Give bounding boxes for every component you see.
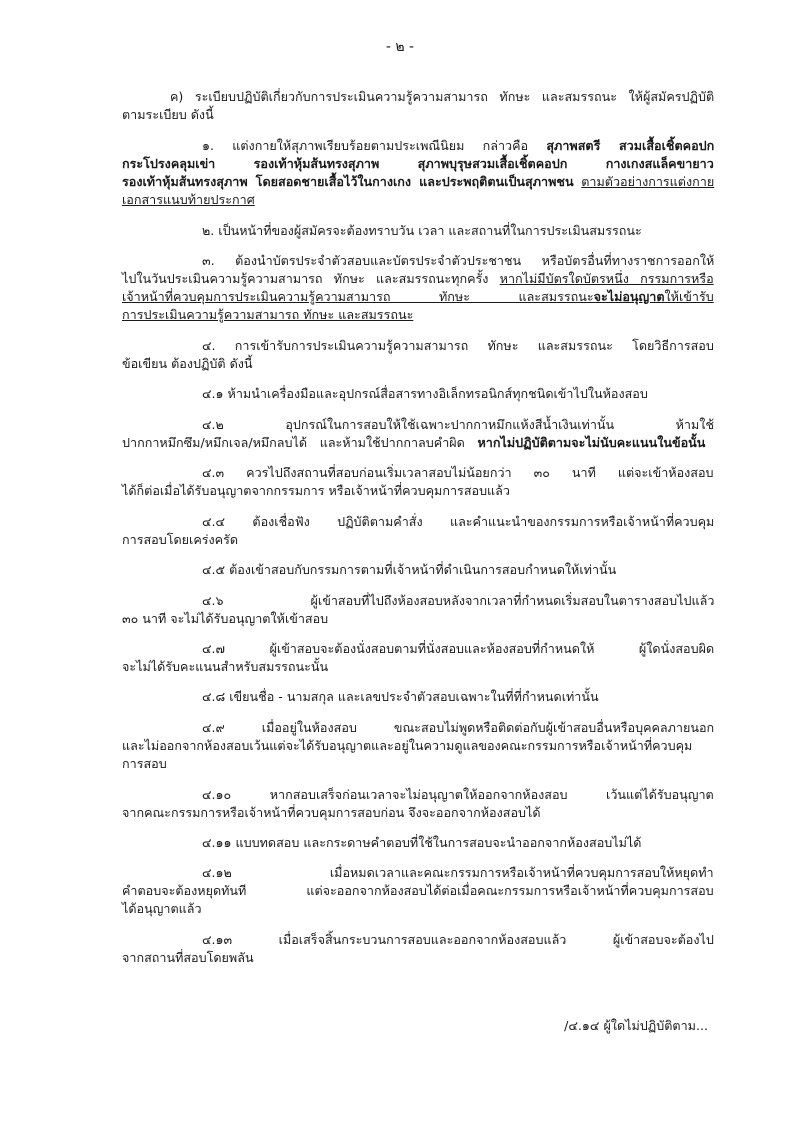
text-line (202, 592, 714, 610)
text-line (122, 355, 253, 373)
text-line (202, 137, 714, 155)
text-segment: ๔.๑๐ หากสอบเสร็จก่อนเวลาจะไม่อนุญาตให้ออกจากห้องสอบ เว้นแต่ได้รับอนุญาต (202, 787, 714, 802)
text-line (202, 464, 714, 482)
text-line (202, 931, 714, 949)
text-segment: เจ้าหน้าที่ควบคุมการประเมินความรู้ความสามารถ ทักษะ และสมรรถนะ (122, 289, 594, 304)
page-number: - ๒ - (385, 39, 415, 55)
text-line (122, 737, 692, 755)
text-line (122, 434, 705, 452)
text-line (202, 416, 714, 434)
text-segment: ปากกาหมึกซึม/หมึกเจล/หมึกลบได้ และห้ามใช้ปากกาลบคำผิด (122, 435, 478, 450)
text-segment: หากไม่ปฏิบัติตามจะไม่นับคะแนนในข้อนั้น (477, 435, 706, 450)
text-segment: หากไม่มีบัตรใดบัตรหนึ่ง กรรมการหรือ (499, 271, 714, 286)
text-segment: การสอบ (122, 756, 167, 771)
text-segment: สุภาพสตรี สวมเสื้อเชิ้ตคอปก (546, 138, 715, 153)
text-line (202, 222, 642, 240)
text-line (122, 804, 541, 822)
text-line (122, 531, 238, 549)
text-segment: ได้อนุญาตแล้ว (122, 901, 202, 916)
text-segment: ไปในวันประเมินความรู้ความสามารถ ทักษะ และสมรรถนะทุกครั้ง (122, 271, 500, 286)
text-segment: และไม่ออกจากห้องสอบเว้นแต่จะได้รับอนุญาตและอยู่ในความดูแลของคณะกรรมการหรือเจ้าหน้าที่ควบคุม (122, 738, 693, 753)
text-segment: ๔.๑๓ เมื่อเสร็จสิ้นกระบวนการสอบและออกจากห้องสอบแล้ว ผู้เข้าสอบจะต้องไป (202, 932, 714, 947)
text-line (122, 482, 510, 500)
text-segment: จะไม่อนุญาต (593, 289, 665, 304)
text-line (122, 270, 714, 288)
text-line (122, 155, 714, 173)
text-segment: ๓๐ นาที จะไม่ได้รับอนุญาตให้เข้าสอบ (122, 611, 329, 626)
text-segment: การสอบโดยเคร่งครัด (122, 532, 239, 547)
text-segment: จากสถานที่สอบโดยพลัน (122, 950, 254, 965)
text-segment: ได้ก็ต่อเมื่อได้รับอนุญาตจากกรรมการ หรือเจ้าหน้าที่ควบคุมการสอบแล้ว (122, 483, 510, 498)
text-segment: จากคณะกรรมการหรือเจ้าหน้าที่ควบคุมการสอบก่อน จึงจะออกจากห้องสอบได้ (122, 805, 541, 820)
text-segment: ๔.๓ ควรไปถึงสถานที่สอบก่อนเริ่มเวลาสอบไม่น้อยกว่า ๓๐ นาที แต่จะเข้าห้องสอบ (202, 465, 714, 480)
text-segment: จะไม่ได้รับคะแนนสำหรับสมรรถนะนั้น (122, 659, 329, 674)
text-line (122, 949, 254, 967)
continuation-footer: /๔.๑๔ ผู้ใดไม่ปฏิบัติตาม... (564, 1018, 708, 1033)
text-line (122, 306, 413, 324)
text-line (202, 688, 599, 706)
text-segment: ๑. แต่งกายให้สุภาพเรียบร้อยตามประเพณีนิยม กล่าวคือ (202, 138, 547, 153)
text-segment: รองเท้าหุ้มส้นทรงสุภาพ โดยสอดชายเสื้อไว้ในกางเกง และประพฤติตนเป็นสุภาพชน (122, 174, 574, 189)
text-segment: ๔.๖ ผู้เข้าสอบที่ไปถึงห้องสอบหลังจากเวลาที่กำหนดเริ่มสอบในตารางสอบไปแล้ว (202, 593, 715, 608)
text-line (122, 755, 167, 773)
text-line (122, 882, 714, 900)
text-segment: ตามตัวอย่างการแต่งกาย (581, 174, 715, 189)
text-line (122, 106, 214, 124)
text-segment: ๔.๗ ผู้เข้าสอบจะต้องนั่งสอบตามที่นั่งสอบและห้องสอบที่กำหนดให้ ผู้ใดนั่งสอบผิด (202, 641, 715, 656)
text-segment: ข้อเขียน ต้องปฏิบัติ ดังนี้ (122, 356, 253, 371)
text-line (202, 337, 714, 355)
text-line (202, 864, 714, 882)
text-segment: การประเมินความรู้ความสามารถ ทักษะ และสมรรถนะ (122, 307, 414, 322)
text-line (202, 561, 616, 579)
text-segment: คำตอบจะต้องหยุดทันที แต่จะออกจากห้องสอบได้ต่อเมื่อคณะกรรมการหรือเจ้าหน้าที่ควบคุมการสอบ (122, 883, 714, 898)
text-segment: ๔.๘ เขียนชื่อ - นามสกุล และเลขประจำตัวสอบเฉพาะในที่ที่กำหนดเท่านั้น (202, 689, 599, 704)
text-line (170, 88, 714, 106)
text-segment: กระโปรงคลุมเข่า รองเท้าหุ้มส้นทรงสุภาพ สุภาพบุรุษสวมเสื้อเชิ้ตคอปก กางเกงสแล็คขายาว (122, 156, 714, 171)
text-line (202, 252, 714, 270)
text-segment: ๔. การเข้ารับการประเมินความรู้ความสามารถ ทักษะ และสมรรถนะ โดยวิธีการสอบ (202, 338, 714, 353)
text-segment: เอกสารแนบท้ายประกาศ (122, 192, 255, 207)
text-line (122, 610, 328, 628)
text-line (202, 786, 714, 804)
text-line (122, 173, 714, 191)
text-line (122, 900, 202, 918)
text-segment: ให้เข้ารับ (664, 289, 714, 304)
text-segment: ๔.๑๑ แบบทดสอบ และกระดาษคำตอบที่ใช้ในการสอบจะนำออกจากห้องสอบไม่ได้ (202, 835, 642, 850)
text-line (122, 288, 714, 306)
text-line (202, 513, 714, 531)
text-segment: ๓. ต้องนำบัตรประจำตัวสอบและบัตรประจำตัวประชาชน หรือบัตรอื่นที่ทางราชการออกให้ (202, 253, 715, 268)
text-segment: ค) ระเบียบปฏิบัติเกี่ยวกับการประเมินความรู้ความสามารถ ทักษะ และสมรรถนะ ให้ผู้สมัครปฏิบัติ (170, 89, 715, 104)
text-line (202, 719, 714, 737)
text-segment: ๔.๑ ห้ามนำเครื่องมือและอุปกรณ์สื่อสารทางอิเล็กทรอนิกส์ทุกชนิดเข้าไปในห้องสอบ (202, 386, 648, 401)
text-segment: ๔.๔ ต้องเชื่อฟัง ปฏิบัติตามคำสั่ง และคำแนะนำของกรรมการหรือเจ้าหน้าที่ควบคุม (202, 514, 715, 529)
text-segment: ๔.๕ ต้องเข้าสอบกับกรรมการตามที่เจ้าหน้าที่ดำเนินการสอบกำหนดให้เท่านั้น (202, 562, 617, 577)
text-segment: ตามระเบียบ ดังนี้ (122, 107, 214, 122)
text-segment: ๔.๒ อุปกรณ์ในการสอบให้ใช้เฉพาะปากกาหมึกแห้งสีน้ำเงินเท่านั้น ห้ามใช้ (202, 417, 714, 432)
text-line (122, 658, 328, 676)
text-segment: ๔.๑๒ เมื่อหมดเวลาและคณะกรรมการหรือเจ้าหน้าที่ควบคุมการสอบให้หยุดทำ (202, 865, 714, 880)
text-segment: ๒. เป็นหน้าที่ของผู้สมัครจะต้องทราบวัน เวลา และสถานที่ในการประเมินสมรรถนะ (202, 223, 642, 238)
text-line (202, 385, 648, 403)
text-line (202, 834, 641, 852)
text-segment: ๔.๙ เมื่ออยู่ในห้องสอบ ขณะสอบไม่พูดหรือติดต่อกับผู้เข้าสอบอื่นหรือบุคคลภายนอก (202, 720, 715, 735)
text-line (202, 640, 714, 658)
text-line (122, 191, 255, 209)
